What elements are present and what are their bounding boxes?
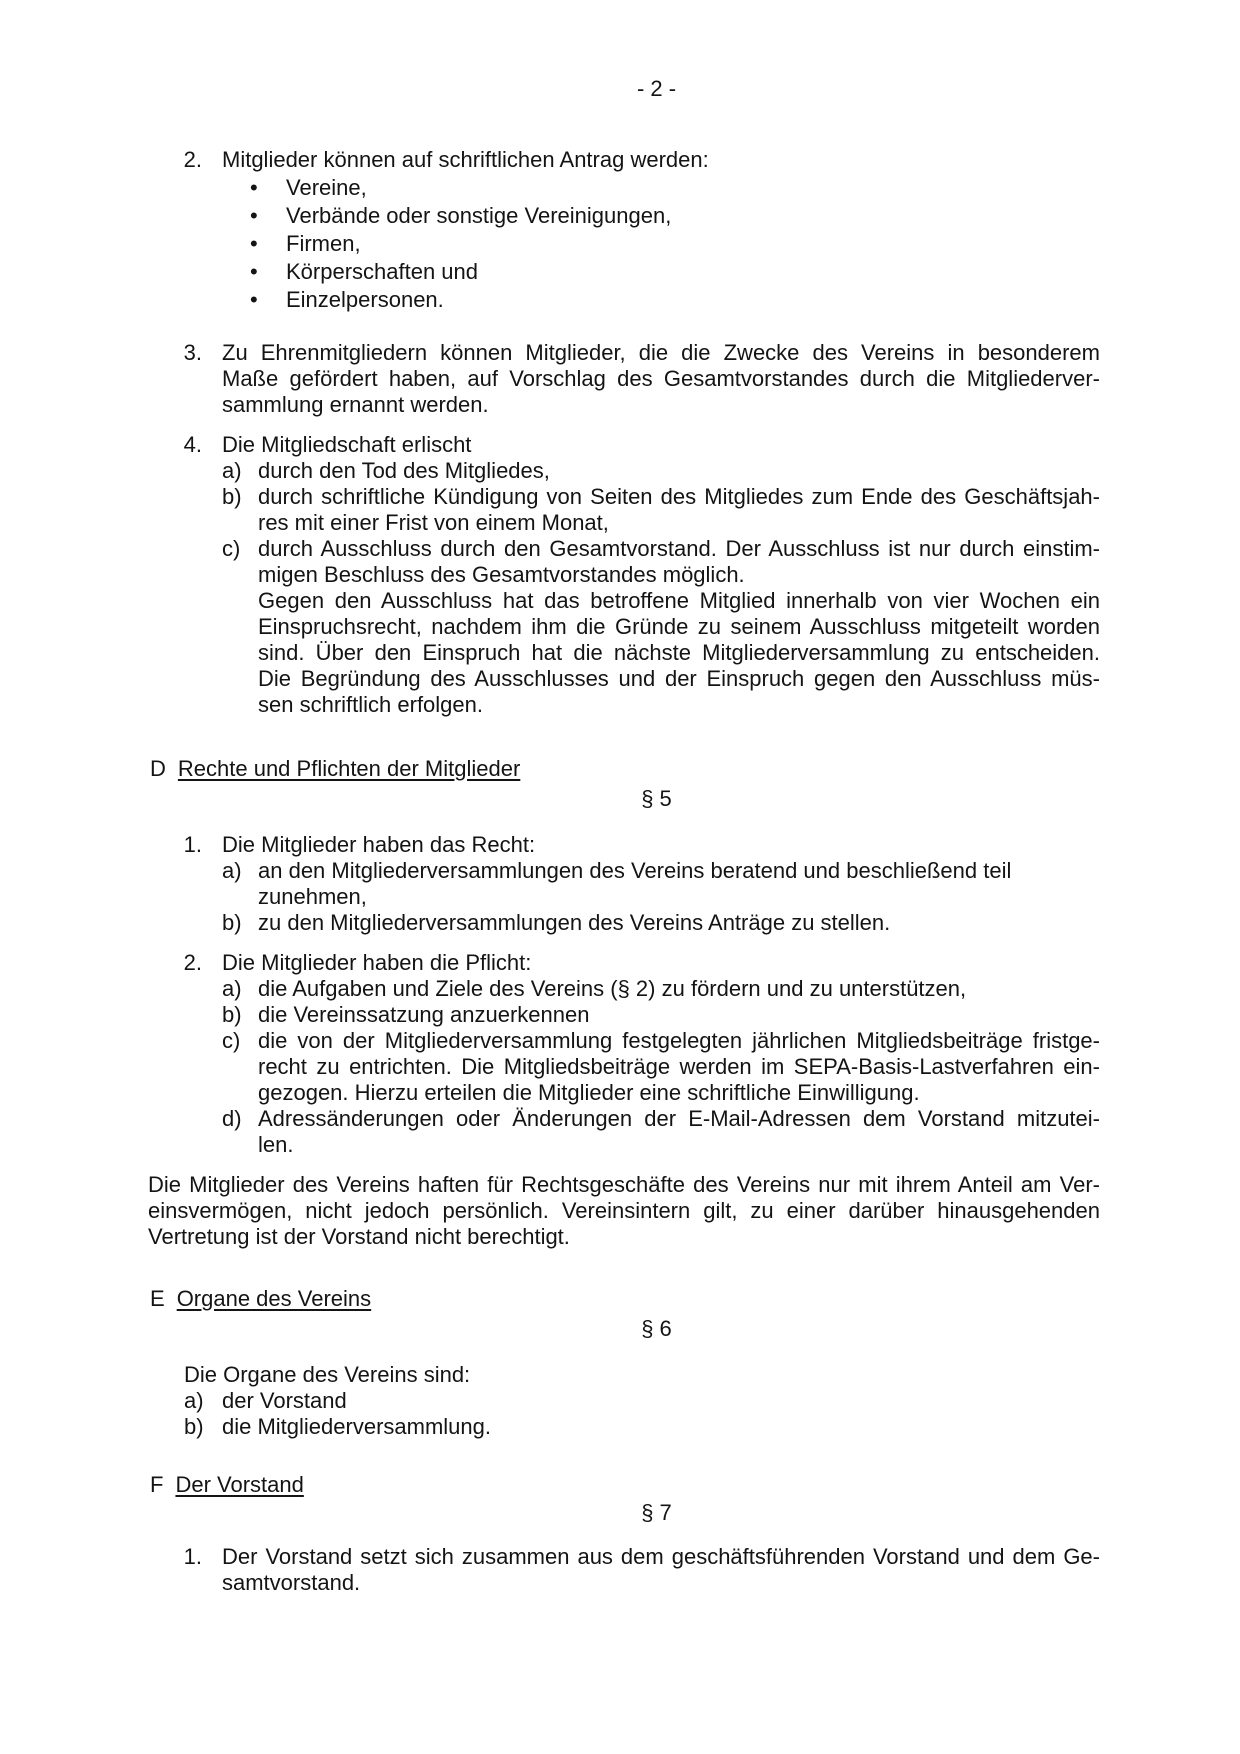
bullet-text: Einzelpersonen. <box>286 287 444 312</box>
item-number-3: 3. <box>183 340 202 365</box>
bullet-text: Vereine, <box>286 175 367 200</box>
sub-letter-d: d) <box>222 1106 242 1131</box>
section-letter: E <box>150 1286 165 1311</box>
sub-letter-b: b) <box>222 1002 242 1027</box>
bullet-icon: • <box>250 175 258 200</box>
item-number-1: 1. <box>183 832 202 857</box>
item-text: Der Vorstand setzt sich zusammen aus dem geschäftsführenden Vorstand und dem Ge- <box>222 1544 1100 1569</box>
section-letter: F <box>150 1472 164 1497</box>
sub-item-text: migen Beschluss des Gesamtvorstandes möglich. <box>258 562 745 587</box>
bullet-icon: • <box>250 259 258 284</box>
item-text: samtvorstand. <box>222 1570 361 1595</box>
bullet-text: Firmen, <box>286 231 361 256</box>
section-title: Der Vorstand <box>175 1472 304 1497</box>
bullet-icon: • <box>250 231 258 256</box>
sub-letter-a: a) <box>184 1388 204 1413</box>
liability-text: Vertretung ist der Vorstand nicht berechtigt. <box>148 1224 570 1249</box>
organs-intro: Die Organe des Vereins sind: <box>184 1362 471 1387</box>
paragraph-sign: § 5 <box>641 786 672 811</box>
item-number-2: 2. <box>183 950 202 975</box>
sub-item-text: Die Begründung des Ausschlusses und der Einspruch gegen den Ausschluss müs- <box>258 666 1100 691</box>
bullet-text: Verbände oder sonstige Vereinigungen, <box>286 203 672 228</box>
sub-item-text: Adressänderungen oder Änderungen der E-Mail-Adressen dem Vorstand mitzutei- <box>258 1106 1100 1131</box>
section-heading-e <box>150 1286 371 1312</box>
sub-item-text: gezogen. Hierzu erteilen die Mitglieder eine schriftliche Einwilligung. <box>258 1080 920 1105</box>
organ-item: der Vorstand <box>222 1388 347 1413</box>
sub-item-text: die Vereinssatzung anzuerkennen <box>258 1002 590 1027</box>
bullet-icon: • <box>250 203 258 228</box>
sub-letter-a: a) <box>222 458 242 483</box>
sub-letter-c: c) <box>222 1028 241 1053</box>
item-3-line: Maße gefördert haben, auf Vorschlag des Gesamtvorstandes durch die Mitgliederver- <box>222 366 1100 391</box>
sub-item-text: len. <box>258 1132 294 1157</box>
section-title: Organe des Vereins <box>176 1286 372 1311</box>
paragraph-sign: § 7 <box>641 1500 672 1525</box>
section-heading-d <box>150 756 520 782</box>
sub-item-text: durch schriftliche Kündigung von Seiten des Mitgliedes zum Ende des Geschäftsjah- <box>258 484 1100 509</box>
section-letter: D <box>150 756 166 781</box>
item-2-intro: Mitglieder können auf schriftlichen Antrag werden: <box>222 147 709 172</box>
sub-letter-c: c) <box>222 536 241 561</box>
bullet-text: Körperschaften und <box>286 259 479 284</box>
sub-item-text: Gegen den Ausschluss hat das betroffene Mitglied innerhalb von vier Wochen ein <box>258 588 1100 613</box>
sub-item-text: res mit einer Frist von einem Monat, <box>258 510 609 535</box>
item-intro: Die Mitglieder haben die Pflicht: <box>222 950 532 975</box>
sub-letter-a: a) <box>222 858 242 883</box>
section-title: Rechte und Pflichten der Mitglieder <box>177 756 521 781</box>
liability-text: einsvermögen, nicht jedoch persönlich. Vereinsintern gilt, zu einer darüber hinausgehenden <box>148 1198 1100 1223</box>
sub-item-text: zunehmen, <box>258 884 367 909</box>
item-3-line: Zu Ehrenmitgliedern können Mitglieder, die die Zwecke des Vereins in besonderem <box>222 340 1100 365</box>
bullet-icon: • <box>250 287 258 312</box>
section-heading-f <box>150 1472 304 1498</box>
organ-item: die Mitgliederversammlung. <box>222 1414 491 1439</box>
liability-text: Die Mitglieder des Vereins haften für Rechtsgeschäfte des Vereins nur mit ihrem Anteil am Ver- <box>148 1172 1100 1197</box>
item-4-intro: Die Mitgliedschaft erlischt <box>222 432 472 457</box>
sub-item-text: die Aufgaben und Ziele des Vereins (§ 2) zu fördern und zu unterstützen, <box>258 976 967 1001</box>
sub-item-text: die von der Mitgliederversammlung festgelegten jährlichen Mitgliedsbeiträge fristge- <box>258 1028 1100 1053</box>
item-intro: Die Mitglieder haben das Recht: <box>222 832 536 857</box>
sub-letter-a: a) <box>222 976 242 1001</box>
sub-letter-b: b) <box>222 484 242 509</box>
sub-letter-b: b) <box>222 910 242 935</box>
item-number-1: 1. <box>183 1544 202 1569</box>
item-number-2: 2. <box>183 147 202 172</box>
item-3-line: sammlung ernannt werden. <box>222 392 489 417</box>
sub-item-text: an den Mitgliederversammlungen des Vereins beratend und beschließend teil <box>258 858 1012 883</box>
sub-item-text: sind. Über den Einspruch hat die nächste Mitgliederversammlung zu entscheiden. <box>258 640 1100 665</box>
paragraph-sign: § 6 <box>641 1316 672 1341</box>
sub-letter-b: b) <box>184 1414 204 1439</box>
item-number-4: 4. <box>183 432 202 457</box>
sub-item-text: sen schriftlich erfolgen. <box>258 692 483 717</box>
sub-item-text: durch den Tod des Mitgliedes, <box>258 458 550 483</box>
sub-item-text: recht zu entrichten. Die Mitgliedsbeiträge werden im SEPA-Basis-Lastverfahren ein- <box>258 1054 1100 1079</box>
page-number: - 2 - <box>636 76 677 101</box>
sub-item-text: durch Ausschluss durch den Gesamtvorstand. Der Ausschluss ist nur durch einstim- <box>258 536 1100 561</box>
sub-item-text: Einspruchsrecht, nachdem ihm die Gründe zu seinem Ausschluss mitgeteilt worden <box>258 614 1100 639</box>
sub-item-text: zu den Mitgliederversammlungen des Vereins Anträge zu stellen. <box>258 910 891 935</box>
